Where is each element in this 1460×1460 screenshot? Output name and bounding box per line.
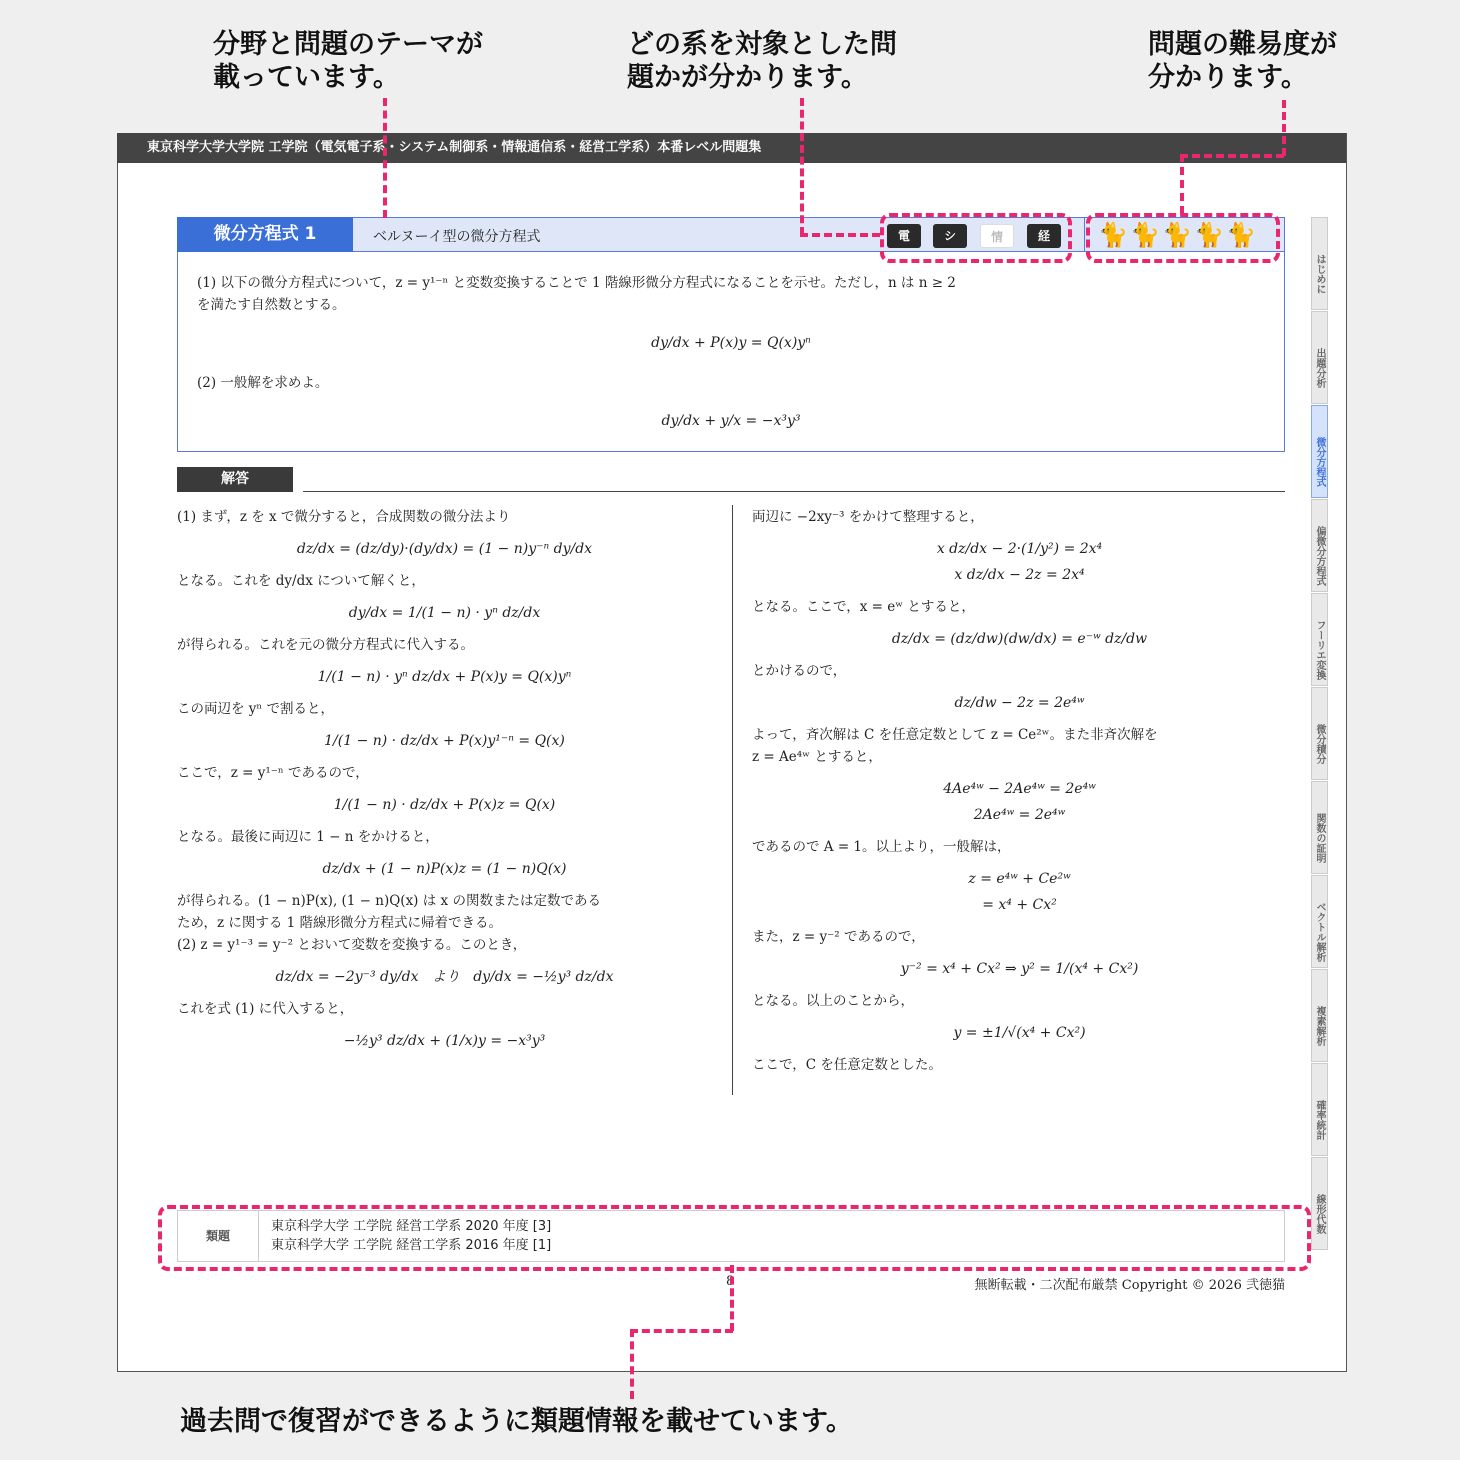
similar-item: 東京科学大学 工学院 経営工学系 2016 年度 [1]	[271, 1238, 552, 1253]
paragraph: また，z = y⁻² であるので，	[752, 929, 925, 945]
department-badge: 経	[1027, 224, 1061, 248]
difficulty-cat-icon: 🐈	[1130, 221, 1160, 249]
equation: 1/(1 − n) · dz/dx + P(x)y¹⁻ⁿ = Q(x)	[324, 733, 565, 749]
paragraph: とかけるので，	[752, 663, 847, 679]
paragraph: となる。これを dy/dx について解くと，	[177, 573, 425, 589]
paragraph: この両辺を yⁿ で割ると，	[177, 701, 335, 717]
paragraph: が得られる。(1 − n)P(x), (1 − n)Q(x) は x の関数または定数である ため，z に関する 1 階線形微分方程式に帰着できる。 (2) z = y¹⁻³ = y⁻² とおいて変数を変換する。このとき，	[177, 893, 601, 953]
equation: y⁻² = x⁴ + Cx² ⇒ y² = 1/(x⁴ + Cx²)	[900, 961, 1139, 977]
paragraph: となる。ここで，x = eʷ とすると，	[752, 599, 975, 615]
equation: 4Ae⁴ʷ − 2Ae⁴ʷ = 2e⁴ʷ 2Ae⁴ʷ = 2e⁴ʷ	[943, 781, 1096, 823]
side-tab[interactable]: 複素解析	[1311, 969, 1328, 1062]
paragraph: ここで，C を任意定数とした。	[752, 1057, 942, 1073]
column-divider	[732, 505, 733, 1095]
equation: dz/dx = (dz/dw)(dw/dx) = e⁻ʷ dz/dw	[891, 631, 1148, 647]
department-badge: 情	[980, 224, 1014, 248]
side-tab[interactable]: 確率統計	[1311, 1063, 1328, 1156]
equation: x dz/dx − 2·(1/y²) = 2x⁴ x dz/dx − 2z = 2x⁴	[936, 541, 1103, 583]
problem-tag: 微分方程式 1	[177, 217, 353, 252]
copyright: 無断転載・二次配布厳禁 Copyright © 2026 弐徳猫	[974, 1278, 1285, 1293]
answer-left-column	[177, 506, 712, 1062]
side-tabs	[1311, 217, 1345, 1251]
document-header: 東京科学大学大学院 工学院（電気電子系・システム制御系・情報通信系・経営工学系）本番レベル問題集	[117, 133, 1346, 163]
equation: dz/dw − 2z = 2e⁴ʷ	[954, 695, 1085, 711]
side-tab[interactable]: 偏微分方程式	[1311, 499, 1328, 592]
paragraph: よって，斉次解は C を任意定数として z = Ce²ʷ。また非斉次解を z = Ae⁴ʷ とすると，	[752, 727, 1158, 765]
callout-similar: 過去問で復習ができるように類題情報を載せています。	[180, 1406, 853, 1437]
side-tab[interactable]: ベクトル解析	[1311, 875, 1328, 968]
problem-title: ベルヌーイ型の微分方程式	[373, 229, 541, 245]
paragraph: であるので A = 1。以上より，一般解は，	[752, 839, 1011, 855]
paragraph: (1) まず，z を x で微分すると，合成関数の微分法より	[177, 509, 511, 525]
equation: z = e⁴ʷ + Ce²ʷ = x⁴ + Cx²	[968, 871, 1071, 913]
equation: −½y³ dz/dx + (1/x)y = −x³y³	[343, 1033, 546, 1049]
problem-part2: (2) 一般解を求めよ。	[197, 375, 329, 391]
side-tab[interactable]: はじめに	[1311, 217, 1328, 310]
problem-part1: (1) 以下の微分方程式について，z = y¹⁻ⁿ と変数変換することで 1 階線形微分方程式になることを示せ。ただし，n は n ≥ 2 を満たす自然数とする。	[197, 275, 956, 313]
equation: y = ±1/√(x⁴ + Cx²)	[953, 1025, 1086, 1041]
equation: 1/(1 − n) · dz/dx + P(x)z = Q(x)	[333, 797, 556, 813]
side-tab[interactable]: 出題分析	[1311, 311, 1328, 404]
callout-difficulty: 問題の難易度が 分かります。	[1148, 29, 1337, 93]
paragraph: 両辺に −2xy⁻³ をかけて整理すると，	[752, 509, 984, 525]
side-tab[interactable]: 線形代数	[1311, 1157, 1328, 1250]
department-badge: 電	[887, 224, 921, 248]
equation: dz/dx = −2y⁻³ dy/dx より dy/dx = −½y³ dz/dx	[275, 969, 614, 985]
similar-label: 類題	[178, 1211, 259, 1261]
callout-department: どの系を対象とした問 題かが分かります。	[627, 29, 897, 93]
paragraph: これを式 (1) に代入すると，	[177, 1001, 354, 1017]
paragraph: となる。最後に両辺に 1 − n をかけると，	[177, 829, 439, 845]
similar-item: 東京科学大学 工学院 経営工学系 2020 年度 [3]	[271, 1219, 552, 1234]
department-badge: シ	[933, 224, 967, 248]
equation: dz/dx + (1 − n)P(x)z = (1 − n)Q(x)	[322, 861, 567, 877]
side-tab[interactable]: 微分積分	[1311, 687, 1328, 780]
paragraph: ここで，z = y¹⁻ⁿ であるので，	[177, 765, 369, 781]
callout-theme: 分野と問題のテーマが 載っています。	[213, 29, 483, 93]
difficulty-cat-icon: 🐈	[1098, 221, 1128, 249]
problem-equation-1: dy/dx + P(x)y = Q(x)yⁿ	[651, 335, 811, 351]
difficulty-cat-icon: 🐈	[1162, 221, 1192, 249]
difficulty-cat-icon: 🐈	[1194, 221, 1224, 249]
side-tab[interactable]: 微分方程式	[1311, 405, 1328, 498]
paragraph: となる。以上のことから，	[752, 993, 914, 1009]
answer-label: 解答	[177, 467, 293, 492]
answer-right-column	[752, 506, 1287, 1076]
answer-divider	[303, 491, 1285, 492]
paragraph: が得られる。これを元の微分方程式に代入する。	[177, 637, 474, 653]
page-number: 8	[726, 1274, 735, 1289]
equation: dz/dx = (dz/dy)·(dy/dx) = (1 − n)y⁻ⁿ dy/dx	[296, 541, 593, 557]
problem-equation-2: dy/dx + y/x = −x³y³	[661, 413, 801, 429]
side-tab[interactable]: 関数の証明	[1311, 781, 1328, 874]
equation: dy/dx = 1/(1 − n) · yⁿ dz/dx	[348, 605, 541, 621]
difficulty-cat-icon: 🐈	[1226, 221, 1256, 249]
side-tab[interactable]: フーリエ変換	[1311, 593, 1328, 686]
equation: 1/(1 − n) · yⁿ dz/dx + P(x)y = Q(x)yⁿ	[317, 669, 572, 685]
